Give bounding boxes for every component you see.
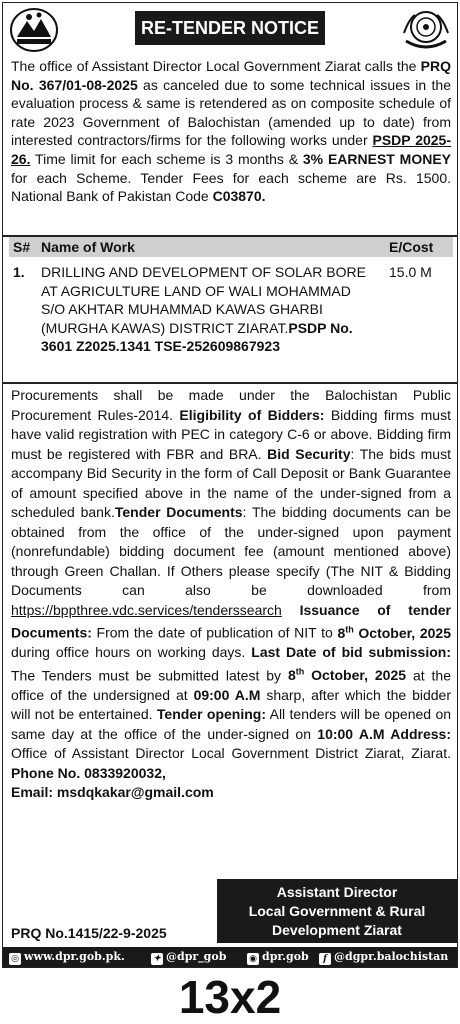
- psdp-year: PSDP 2025-26.: [11, 132, 452, 167]
- row-sno: 1.: [13, 264, 25, 280]
- col-sno: S#: [13, 239, 31, 255]
- earnest-money: 3% EARNEST MONEY: [302, 150, 452, 167]
- prq-number: PRQ No. 367/01-08-2025: [11, 58, 451, 93]
- globe-icon: ◎: [9, 953, 21, 965]
- social-instagram[interactable]: ◉ dpr.gob: [247, 947, 309, 967]
- row-psdp: PSDP No. 3601 Z2025.1341 TSE-252609867923: [41, 319, 353, 355]
- social-twitter[interactable]: ✦ @dpr_gob: [151, 947, 226, 967]
- dpr-logo-icon: [9, 7, 59, 53]
- col-work: Name of Work: [41, 239, 135, 255]
- social-web[interactable]: ◎ www.dpr.gob.pk.: [9, 947, 125, 967]
- ad-size-label: 13x2: [178, 971, 282, 1023]
- social-facebook[interactable]: f @dgpr.balochistan: [319, 947, 448, 967]
- signature-block: Assistant Director Local Government & Rural Development Ziarat: [217, 879, 457, 943]
- footer-prq: PRQ No.1415/22-9-2025: [11, 925, 167, 941]
- government-seal-icon: [401, 7, 451, 53]
- terms-paragraph: Procurements shall be made under the Balochistan Public Procurement Rules-2014. Eligibility of Bidders: Bidding firms must have valid registration with PEC in category C-6 or above. Bidding firm must be registered with FBR and BRA. Bid Security: The bids must accompany Bid Security in the form of Call Deposit or Bank Guarantee of amount specified above in the name of the under-signed from a scheduled bank.Tender Documents: The bidding documents can be obtained from the office of the under-signed upon payment (nonrefundable) bidding document fee (amount mentioned above) through Green Challan. If Others please specify (The NIT & Bidding Documents can also be downloaded from https://bppthree.vdc.services/tenderssearch Issuance of tender Documents: From the date of publication of NIT to 8th October, 2025 during office hours on working days. Last Date of bid submission: The Tenders must be submitted latest by 8th October, 2025 at the office of the undersigned at 09:00 A.M sharp, after which the bidder will not be entertained. Tender opening: All tenders will be opened on same day at the office of the under-signed on 10:00 A.M Address: Office of Assistant Director Local Government District Ziarat, Ziarat. Phone No. 0833920032, Email: msdqkakar@gmail.com: [11, 387, 452, 801]
- intro-paragraph: The office of Assistant Director Local Government Ziarat calls the PRQ No. 367/01-08-2025 as canceled due to some technical issues in the evaluation process & same is retendered as on composite schedule of rate 2023 Government of Balochistan (amended up to date) from interested contractors/firms for the following works under PSDP 2025-26. Time limit for each scheme is 3 months & 3% EARNEST MONEY for each Scheme. Tender Fees for each scheme are Rs. 1500. National Bank of Pakistan Code C03870.: [11, 58, 452, 205]
- notice-title: RE-TENDER NOTICE: [135, 11, 325, 45]
- table-row: [9, 261, 453, 379]
- instagram-icon: ◉: [247, 953, 259, 965]
- row-work: DRILLING AND DEVELOPMENT OF SOLAR BORE AT AGRICULTURE LAND OF WALI MOHAMMAD S/O AKHTAR MUHAMMAD KAWAS GHARBI (MURGHA KAWAS) DISTRICT ZIARAT.PSDP No. 3601 Z2025.1341 TSE-252609867923: [41, 264, 366, 355]
- tender-advertisement: [2, 2, 458, 968]
- download-link[interactable]: https://bppthree.vdc.services/tenderssearch: [11, 601, 282, 618]
- table-header: [9, 237, 453, 257]
- notice-header: [3, 3, 457, 55]
- col-cost: E/Cost: [389, 239, 434, 255]
- row-cost: 15.0 M: [389, 264, 432, 280]
- social-footer: [3, 947, 457, 967]
- facebook-icon: f: [319, 953, 331, 965]
- email-address[interactable]: msdqkakar@gmail.com: [53, 784, 214, 801]
- bank-code: C03870.: [212, 188, 266, 205]
- twitter-icon: ✦: [151, 953, 163, 965]
